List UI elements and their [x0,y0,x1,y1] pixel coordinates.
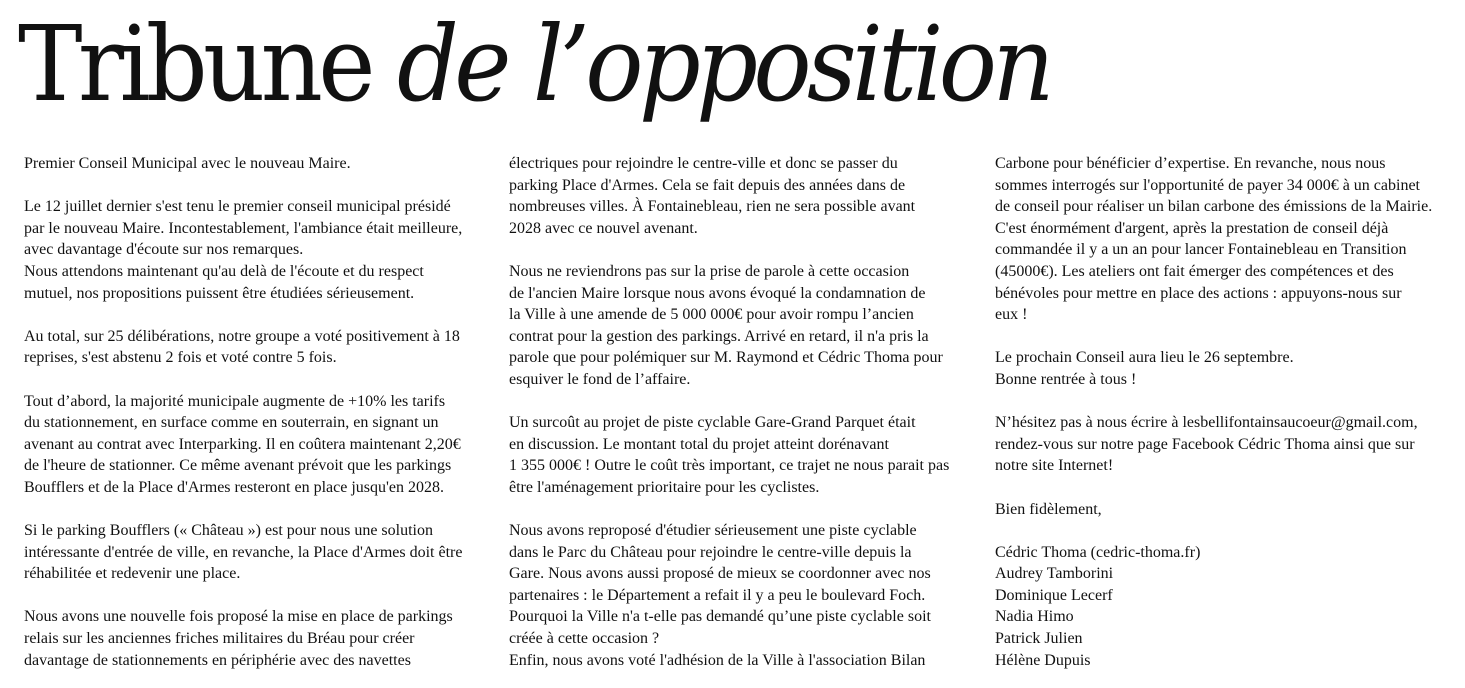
paragraph-gap [995,391,1465,413]
text-line: Nous attendons maintenant qu'au delà de l'écoute et du respect [24,262,424,280]
text-line: Carbone pour bénéficier d’expertise. En revanche, nous nous [995,155,1386,172]
text-line: Audrey Tamborini [995,565,1114,583]
text-line: partenaires : le Département a refait il y a peu le boulevard Foch. [509,586,926,604]
text-line: être l'aménagement prioritaire pour les cyclistes. [509,478,820,496]
text-line: intéressante d'entrée de ville, en revanche, la Place d'Armes doit être [24,543,463,561]
paragraph-gap [24,499,494,521]
text-line: sommes interrogés sur l'opportunité de payer 34 000€ à un cabinet [995,176,1420,194]
text-line: Nous avons une nouvelle fois proposé la mise en place de parkings [24,608,453,626]
text-line: (45000€). Les ateliers ont fait émerger des compétences et des [995,262,1394,280]
text-line: de conseil pour réaliser un bilan carbone des émissions de la Mairie. [995,198,1433,216]
text-line: rendez-vous sur notre page Facebook Cédric Thoma ainsi que sur [995,435,1415,453]
text-line: du stationnement, en surface comme en souterrain, en signant un [24,414,439,432]
text-line: reprises, s'est abstenu 2 fois et voté contre 5 fois. [24,349,337,367]
text-line: de l'ancien Maire lorsque nous avons évoqué la condamnation de [509,284,926,302]
text-line: Le prochain Conseil aura lieu le 26 septembre. [995,349,1294,367]
paragraph-gap [509,239,979,261]
text-line: 2028 avec ce nouvel avenant. [509,219,698,237]
text-line: Dominique Lecerf [995,586,1113,604]
text-line: la Ville à une amende de 5 000 000€ pour avoir rompu l’ancien [509,306,914,324]
text-line: nombreuses villes. À Fontainebleau, rien ne sera possible avant [509,198,916,216]
paragraph-gap [24,175,494,197]
text-line: Nous avons reproposé d'étudier sérieusement une piste cyclable [509,522,917,540]
text-line: Enfin, nous avons voté l'adhésion de la Ville à l'association Bilan [509,651,926,669]
text-line: Bonne rentrée à tous ! [995,370,1137,388]
text-line: bénévoles pour mettre en place des actions : appuyons-nous sur [995,284,1402,302]
text-line: par le nouveau Maire. Incontestablement, l'ambiance était meilleure, [24,219,463,237]
text-line: mutuel, nos propositions puissent être étudiées sérieusement. [24,284,415,302]
text-column-3 [995,153,1465,671]
text-line: parole que pour polémiquer sur M. Raymond et Cédric Thoma pour [509,349,943,367]
paragraph-gap [995,477,1465,499]
text-line: Le 12 juillet dernier s'est tenu le premier conseil municipal présidé [24,198,451,216]
text-line: Au total, sur 25 délibérations, notre groupe a voté positivement à 18 [24,327,460,345]
paragraph-gap [24,304,494,326]
text-line: Gare. Nous avons aussi proposé de mieux se coordonner avec nos [509,565,931,583]
text-line: Tout d’abord, la majorité municipale augmente de +10% les tarifs [24,392,446,410]
text-line: de l'heure de stationner. Ce même avenant prévoit que les parkings [24,457,452,475]
paragraph-gap [24,585,494,607]
text-line: en discussion. Le montant total du projet atteint dorénavant [509,435,889,453]
text-line: esquiver le fond de l’affaire. [509,370,691,388]
text-line: C'est énormément d'argent, après la prestation de conseil déjà [995,219,1389,237]
text-line: Premier Conseil Municipal avec le nouveau Maire. [24,155,351,172]
title-italic: de l’opposition [396,3,1050,125]
paragraph-gap [995,326,1465,348]
paragraph-gap [509,391,979,413]
text-line: Nadia Himo [995,608,1074,626]
text-line: dans le Parc du Château pour rejoindre le centre-ville depuis la [509,543,912,561]
text-line: électriques pour rejoindre le centre-ville et donc se passer du [509,155,898,172]
text-line: Nous ne reviendrons pas sur la prise de parole à cette occasion [509,262,910,280]
text-column-1 [24,153,494,671]
title-upright: Tribune [18,3,371,125]
text-line: parking Place d'Armes. Cela se fait depuis des années dans de [509,176,906,194]
text-line: Patrick Julien [995,630,1083,648]
text-line: Un surcoût au projet de piste cyclable Gare-Grand Parquet était [509,414,916,432]
text-line: Boufflers et de la Place d'Armes resteront en place jusqu'en 2028. [24,478,445,496]
text-column-2 [509,153,979,671]
text-line: N’hésitez pas à nous écrire à lesbellifontainsaucoeur@gmail.com, [995,414,1418,432]
text-line: commandée il y a un an pour lancer Fontainebleau en Transition [995,241,1407,259]
text-line: notre site Internet! [995,457,1114,475]
paragraph-gap [509,499,979,521]
text-line: davantage de stationnements en périphérie avec des navettes [24,651,411,669]
text-line: Bien fidèlement, [995,500,1102,518]
text-line: réhabilitée et redevenir une place. [24,565,241,583]
paragraph-gap [995,520,1465,542]
text-line: eux ! [995,306,1028,324]
paragraph-gap [24,369,494,391]
text-line: Pourquoi la Ville n'a t-elle pas demandé qu’une piste cyclable soit [509,608,931,626]
text-line: relais sur les anciennes friches militaires du Bréau pour créer [24,630,415,648]
text-line: avec davantage d'écoute sur nos remarques. [24,241,304,259]
text-line: Hélène Dupuis [995,651,1091,669]
text-line: avenant au contrat avec Interparking. Il en coûtera maintenant 2,20€ [24,435,461,453]
text-line: créée à cette occasion ? [509,630,660,648]
text-line: 1 355 000€ ! Outre le coût très important, ce trajet ne nous parait pas [509,457,950,475]
page-title [18,0,1050,128]
text-line: contrat pour la gestion des parkings. Arrivé en retard, il n'a pris la [509,327,929,345]
text-line: Si le parking Boufflers (« Château ») est pour nous une solution [24,522,433,540]
text-line: Cédric Thoma (cedric-thoma.fr) [995,543,1201,561]
